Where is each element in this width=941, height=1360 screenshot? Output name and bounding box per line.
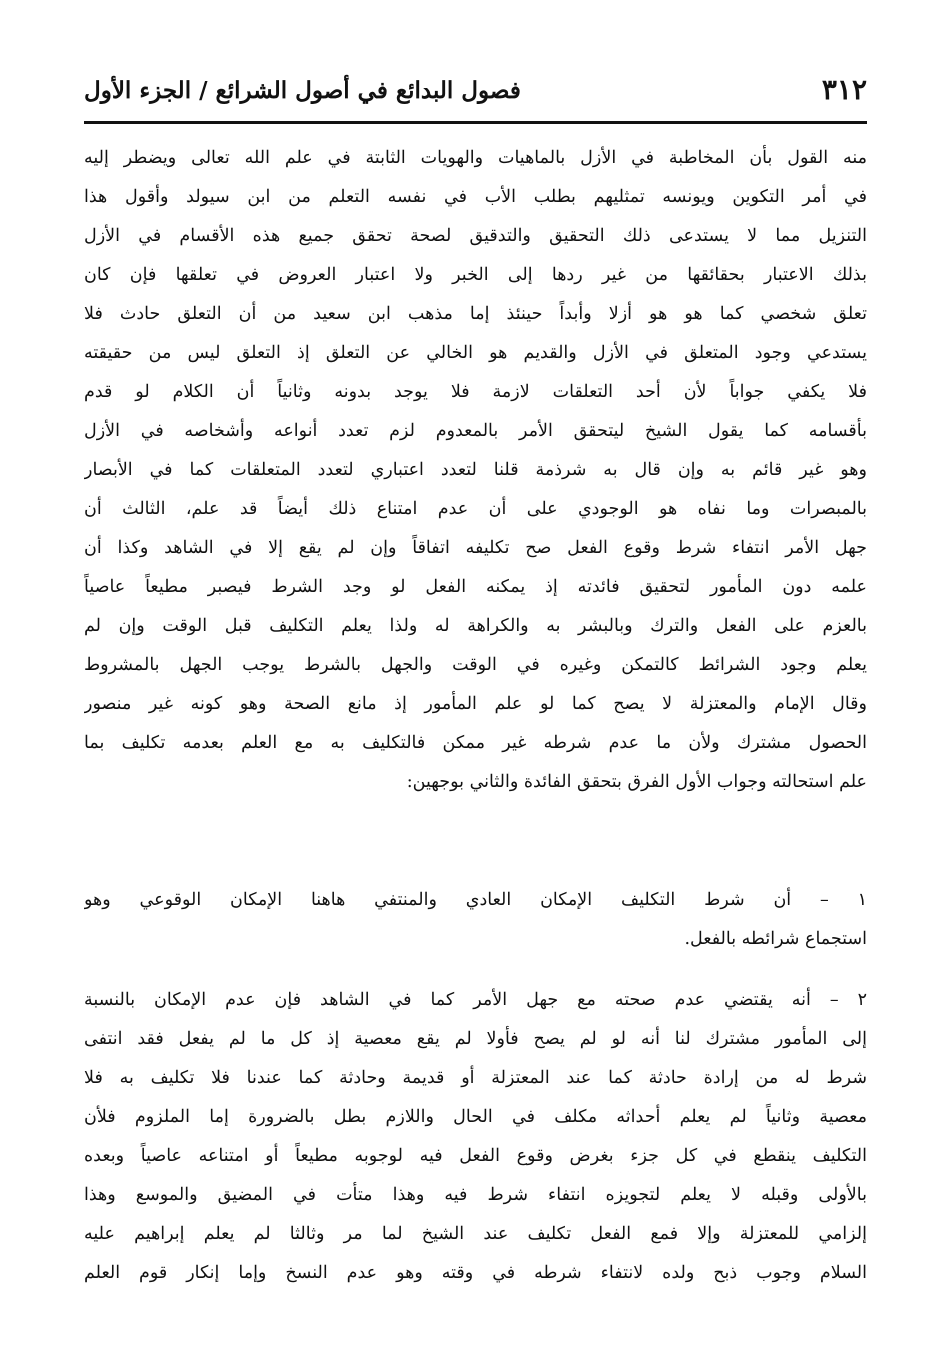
text-line: الحصول مشترك ولأن ما عدم شرطه غير ممكن فالتكليف به مع العلم بعدمه تكليف بما	[84, 733, 867, 753]
text-line: بأقسامه كما يقول الشيخ ليتحقق الأمر بالمعدوم لزم تعدد أنواعه وأشخاصه في الأزل	[84, 421, 867, 441]
header-rule	[84, 121, 867, 124]
text-line: منه القول بأن المخاطبة في الأزل بالماهيات والهويات الثابتة في علم الله تعالى ويضطر إليه	[84, 148, 867, 168]
text-line: يستدعي وجود المتعلق في الأزل والقديم هو الخالي عن التعلق إذ التعلق ليس من حقيقته	[84, 343, 867, 363]
text-line: بذلك الاعتبار بحقائقها من غير ردها إلى الخبر ولا اعتبار العروض في تعلقها فإن كان	[84, 265, 867, 285]
paragraph-point-1	[84, 881, 867, 959]
text-line: التنزيل مما لا يستدعى ذلك التحقيق والتدقيق لصحة تحقق جميع هذه الأقسام في الأزل	[84, 226, 867, 246]
text-line: معصية وثانياً لم يعلم أحداثه مكلف في الحال واللازم بطل بالضرورة إما الملزوم فلأن	[84, 1107, 867, 1127]
paragraph-point-2	[84, 981, 867, 1293]
text-line: في أمر التكوين ويونسه تمثليهم بطلب الأب في نفسه التعلم من ابن سيولد وأقول هذا	[84, 187, 867, 207]
text-line: بالأولى وقبله لا يعلم لتجويزه انتفاء شرط فيه وهذا متأت في المضيق والموسع وهذا	[84, 1185, 867, 1205]
text-line: السلام وجوب ذبح ولده لانتفاء شرطه في وقته وهو عدم النسخ وإما إنكار قوم العلم	[84, 1263, 867, 1283]
text-line: يعلم وجود الشرائط كالتمكن وغيره في الوقت والجهل بالشرط يوجب الجهل بالمشروط	[84, 655, 867, 675]
text-line: وهو غير قائم به وإن قال به شرذمة قلنا لتعدد اعتباري لتعدد المتعلقات كما في الأبصار	[84, 460, 867, 480]
text-line: بالمبصرات وما نفاه هو الوجودي على أن عدم امتناع ذلك أيضاً قد علم، الثالث أن	[84, 499, 867, 519]
text-line: بالعزم على الفعل والترك وبالبشر به والكراهة له ولذا يعلم التكليف قبل الوقت وإن لم	[84, 616, 867, 636]
text-line: شرط له من إرادة حادثة كما عند المعتزلة أو قديمة وحادثة كما عندنا فلا تكليف به فلا	[84, 1068, 867, 1088]
paragraph-main	[84, 139, 867, 802]
text-line: تعلق شخصي كما هو هو أزلا وأبداً حينئذ إما مذهب ابن سعيد من أن التعلق حادث فلا	[84, 304, 867, 324]
text-line: إلزامي للمعتزلة وإلا فمع الفعل تكليف عند الشيخ لما مر وثالثا لم يعلم إبراهيم عليه	[84, 1224, 867, 1244]
page-header	[84, 68, 867, 116]
text-line: وقال الإمام والمعتزلة لا يصح كما لو علم المأمور إذ مانع الصحة وهو كونه غير منصور	[84, 694, 867, 714]
text-line: ١ – أن شرط التكليف الإمكان العادي والمنتفي هاهنا الإمكان الوقوعي وهو	[84, 890, 867, 910]
text-line: جهل الأمر انتفاء شرط وقوع الفعل صح تكليفه اتفاقاً وإن لم يقع إلا في الشاهد وكذا أن	[84, 538, 867, 558]
running-title: فصول البدائع في أصول الشرائع / الجزء الأول	[84, 77, 521, 104]
text-line: التكليف ينقطع في كل جزء بغرض وقوع الفعل فيه لوجوبه مطيعاً أو امتناعه عاصياً وبعده	[84, 1146, 867, 1166]
page-number: ٣١٢	[821, 73, 867, 106]
text-line: علمه دون المأمور لتحقيق فائدته إذ يمكنه الفعل لو وجد الشرط فيصبر مطيعاً عاصياً	[84, 577, 867, 597]
text-line: استجماع شرائطه بالفعل.	[684, 929, 867, 949]
text-line: فلا يكفي جواباً لأن أحد التعلقات لازمة فلا يوجد بدونه وثانياً أن الكلام لو قدم	[84, 382, 867, 402]
text-line: علم استحالته وجواب الأول الفرق بتحقق الفائدة والثاني بوجهين:	[406, 772, 867, 792]
text-line: ٢ – أنه يقتضي عدم صحته مع جهل الأمر كما في الشاهد فإن عدم الإمكان بالنسبة	[84, 990, 867, 1010]
text-line: إلى المأمور مشترك لنا أنه لو لم يصح فأولا لم يقع معصية إذ كل ما لم يفعل فقد انتفى	[84, 1029, 867, 1049]
